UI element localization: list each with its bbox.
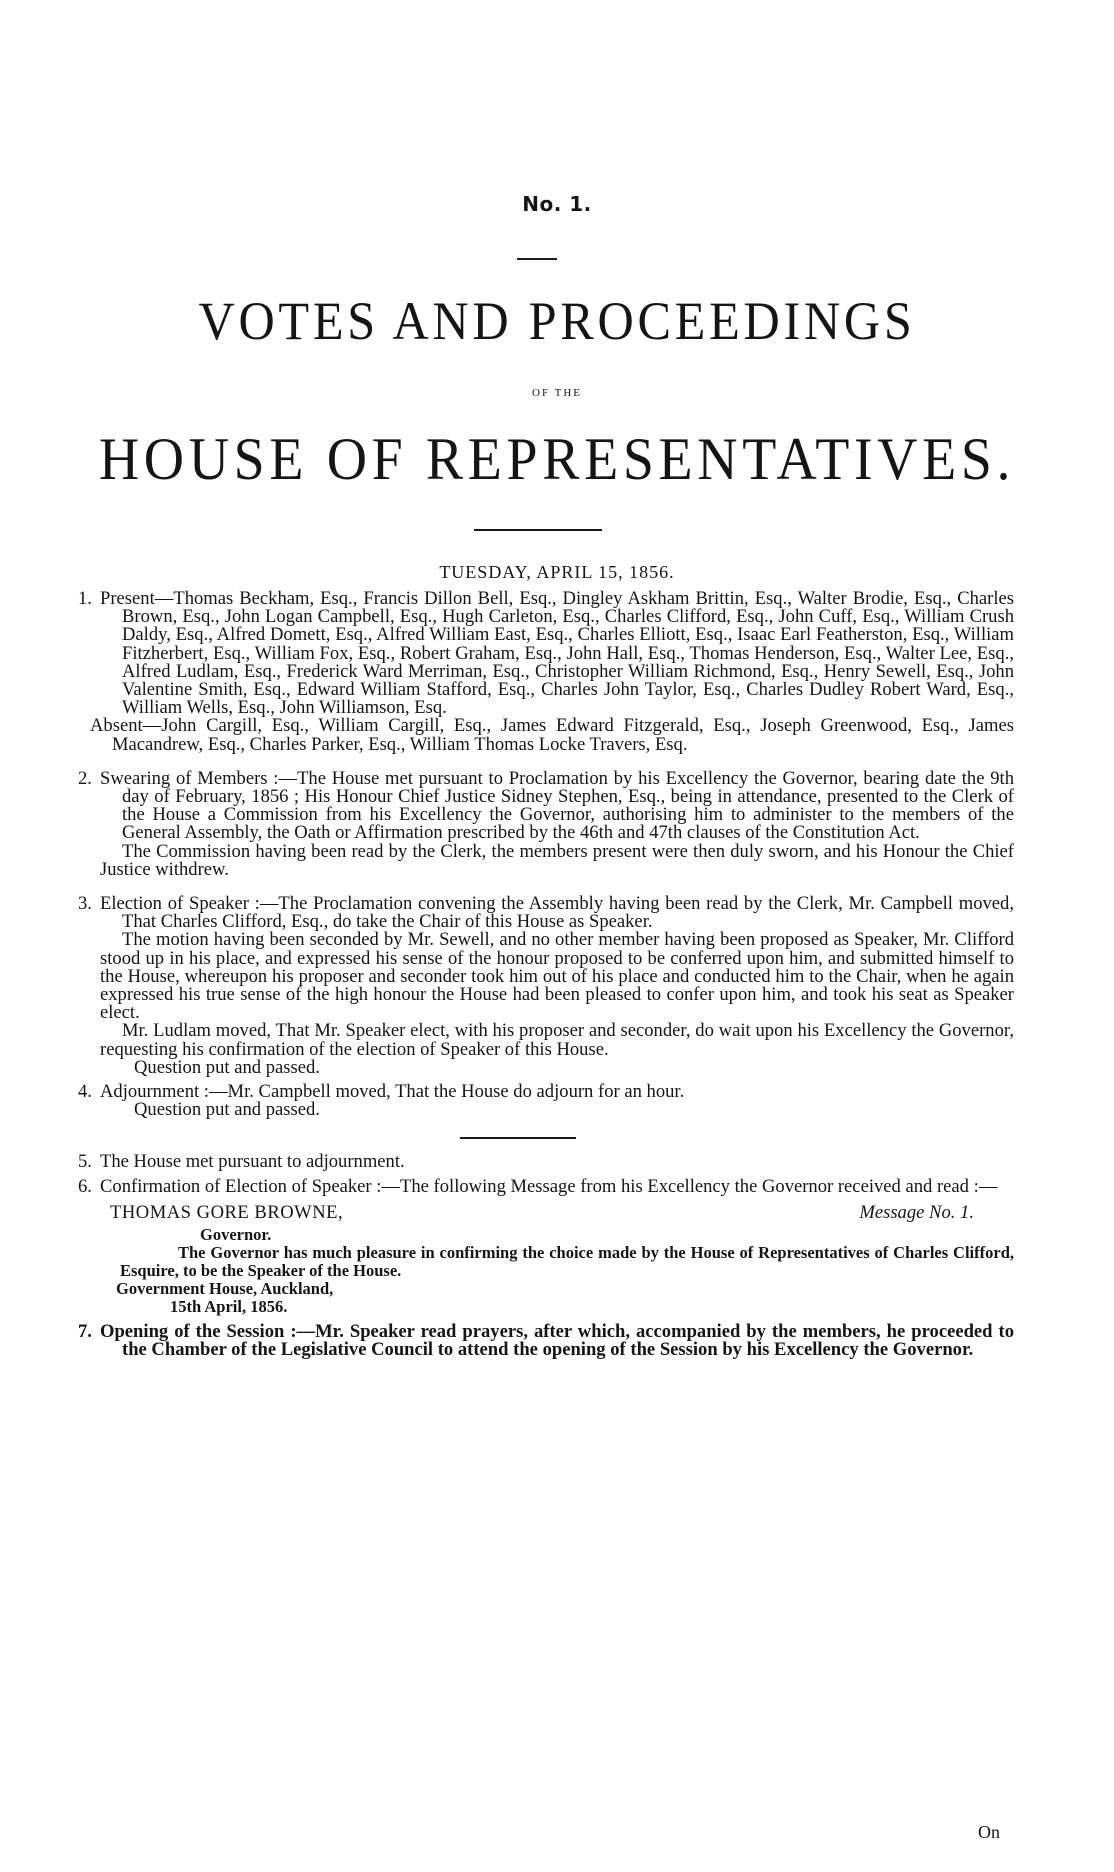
- governor-message: [78, 1226, 1014, 1317]
- paragraph: Adjournment :—Mr. Campbell moved, That the House do adjourn for an hour.: [100, 1081, 685, 1103]
- question-put: Question put and passed.: [134, 1099, 320, 1121]
- message-place: Government House, Auckland,: [116, 1279, 334, 1299]
- message-number: Message No. 1.: [859, 1201, 974, 1223]
- message-office: Governor.: [200, 1224, 272, 1244]
- catchword: On: [978, 1822, 1000, 1842]
- item-5-resumption: [78, 1153, 1014, 1171]
- divider: [474, 529, 602, 531]
- item-1-attendance: [78, 590, 1014, 754]
- item-number: 1.: [78, 588, 92, 609]
- message-text: The Governor has much pleasure in confirming the choice made by the House of Representatives of Charles Clifford, Esquire, to be the Speaker of the House.: [120, 1243, 1014, 1281]
- item-number: 2.: [78, 767, 92, 789]
- document-number: No. 1.: [522, 192, 592, 216]
- message-header: [78, 1201, 1014, 1226]
- paragraph: Swearing of Members :—The House met pursuant to Proclamation by his Excellency the Governor, bearing date the 9th day of February, 1856 ; His Honour Chief Justice Sidney Stephen, Esq., being in attendance, presented to the Clerk of the House a Commission from his Excellency the Governor, authorising him to administer to the members of the General Assembly, the Oath or Affirmation prescribed by the 46th and 47th clauses of the Constitution Act.: [100, 767, 1014, 844]
- sitting-date: TUESDAY, APRIL 15, 1856.: [439, 562, 675, 582]
- present-members: Present—Thomas Beckham, Esq., Francis Dillon Bell, Esq., Dingley Askham Brittin, Esq., Walter Brodie, Esq., Charles Brown, Esq., John Logan Campbell, Esq., Hugh Carleton, Esq., Charles Clifford, Esq., John Cuff, Esq., William Crush Daldy, Esq., Alfred Domett, Esq., Alfred William East, Esq., Charles Elliott, Esq., Isaac Earl Featherston, Esq., William Fitzherbert, Esq., William Fox, Esq., Robert Graham, Esq., John Hall, Esq., Thomas Henderson, Esq., Walter Lee, Esq., Alfred Ludlam, Esq., Frederick Ward Merriman, Esq., Christopher William Richmond, Esq., Henry Sewell, Esq., John Valentine Smith, Esq., Edward William Stafford, Esq., Charles John Taylor, Esq., Charles Dudley Robert Ward, Esq., William Wells, Esq., John Williamson, Esq.: [100, 588, 1014, 719]
- absent-members: Absent—John Cargill, Esq., William Cargill, Esq., James Edward Fitzgerald, Esq., Joseph Greenwood, Esq., James Macandrew, Esq., Charles Parker, Esq., William Thomas Locke Travers, Esq.: [90, 715, 1014, 755]
- item-3-election-of-speaker: [78, 895, 1014, 1077]
- item-number: 4.: [78, 1081, 92, 1103]
- title-house-of-representatives: HOUSE OF REPRESENTATIVES.: [98, 426, 1016, 492]
- item-6-confirmation-of-speaker: [78, 1175, 1014, 1197]
- message-date: 15th April, 1856.: [170, 1297, 288, 1317]
- item-7-opening-of-session: [78, 1320, 1014, 1360]
- paragraph: The Commission having been read by the Clerk, the members present were then duly sworn, and his Honour the Chief Justice withdrew.: [100, 840, 1014, 880]
- section-divider: [460, 1137, 576, 1139]
- title-of-the: OF THE: [532, 387, 582, 399]
- item-4-adjournment: [78, 1083, 1014, 1119]
- item-number: 6.: [78, 1175, 92, 1197]
- proceedings-body: [78, 590, 1014, 1359]
- paragraph: Confirmation of Election of Speaker :—The following Message from his Excellency the Governor received and read :—: [100, 1175, 998, 1197]
- item-number: 5.: [78, 1151, 92, 1173]
- item-number: 3.: [78, 893, 92, 915]
- paragraph: Opening of the Session :—Mr. Speaker read prayers, after which, accompanied by the members, he proceeded to the Chamber of the Legislative Council to attend the opening of the Session by his Excellency the Governor.: [100, 1320, 1014, 1360]
- message-sender: THOMAS GORE BROWNE,: [110, 1201, 344, 1223]
- paragraph: Election of Speaker :—The Proclamation convening the Assembly having been read by the Clerk, Mr. Campbell moved, That Charles Clifford, Esq., do take the Chair of this House as Speaker.: [100, 893, 1014, 933]
- paragraph: The House met pursuant to adjournment.: [100, 1151, 405, 1173]
- divider: [517, 258, 557, 260]
- question-put: Question put and passed.: [134, 1056, 320, 1078]
- item-number: 7.: [78, 1320, 92, 1342]
- paragraph: Mr. Ludlam moved, That Mr. Speaker elect, with his proposer and seconder, do wait upon his Excellency the Governor, requesting his confirmation of the election of Speaker of this House.: [100, 1020, 1014, 1060]
- title-votes-and-proceedings: VOTES AND PROCEEDINGS: [198, 291, 916, 351]
- paragraph: The motion having been seconded by Mr. Sewell, and no other member having been proposed as Speaker, Mr. Clifford stood up in his place, and expressed his sense of the honour proposed to be conferred upon him, and submitted himself to the House, whereupon his proposer and seconder took him out of his place and conducted him to the Chair, when he again expressed his true sense of the high honour the House had been pleased to confer upon him, and took his seat as Speaker elect.: [100, 929, 1014, 1024]
- item-2-swearing-of-members: [78, 767, 1014, 880]
